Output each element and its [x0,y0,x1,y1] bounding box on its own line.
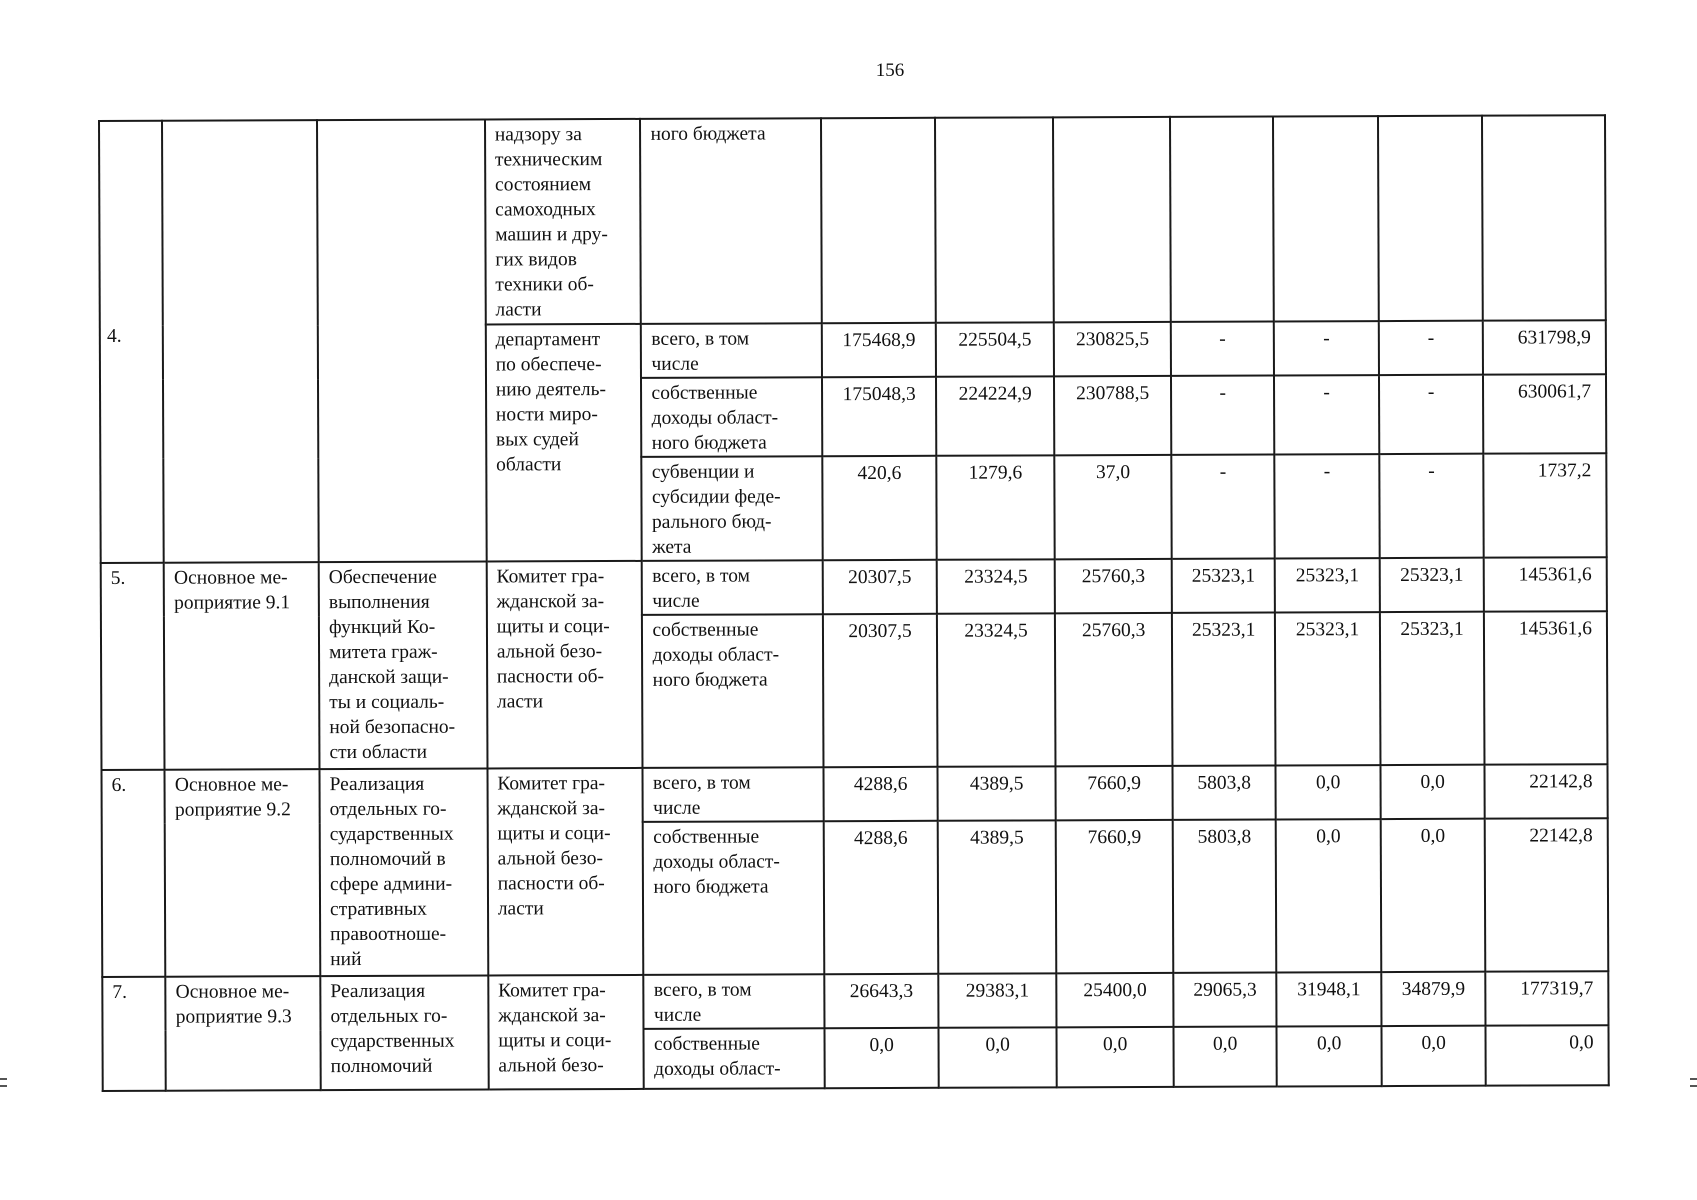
source-cell: субвенции и субсидии феде- рального бюд- жета [642,456,823,561]
value-cell: 175048,3 [822,377,936,456]
total-cell: 177319,7 [1486,971,1609,1025]
table-row [101,557,1607,617]
value-cell: 31948,1 [1277,972,1382,1026]
value-cell: 175468,9 [822,323,936,377]
value-cell: 25323,1 [1380,612,1485,765]
value-cell: 25323,1 [1275,612,1380,765]
event-cell: Основное ме- роприятие 9.2 [165,769,321,977]
value-cell: 26643,3 [825,974,939,1028]
total-cell: 145361,6 [1484,611,1607,764]
value-cell: - [1275,454,1380,558]
value-cell [1170,116,1274,321]
value-cell: 7660,9 [1056,766,1173,820]
margin-mark [0,1085,7,1087]
value-cell: 4389,5 [938,820,1057,973]
name-cell [317,120,486,563]
margin-mark [1690,1085,1697,1087]
table-row [101,764,1607,824]
source-cell: собственные доходы област- ного бюджета [641,377,822,457]
value-cell [1378,116,1483,321]
source-cell: всего, в том числе [641,323,822,378]
value-cell: 20307,5 [823,614,937,767]
value-cell [1053,117,1170,322]
value-cell: - [1171,321,1275,375]
value-cell: 25323,1 [1172,612,1276,765]
value-cell: 1279,6 [936,455,1055,559]
value-cell: 0,0 [1277,1026,1382,1086]
value-cell: 4288,6 [824,767,938,821]
row-number-label: 4. [107,326,122,347]
name-cell: Обеспечение выполнения функций Ко- митета граж- данской защи- ты и социаль- ной безопасно- сти области [319,562,488,770]
executor-cell: департамент по обеспече- нию деятель- ности миро- вых судей области [486,324,643,562]
value-cell: 23324,5 [937,559,1056,613]
value-cell: 0,0 [825,1028,939,1088]
event-cell: Основное ме- роприятие 9.3 [166,976,321,1091]
value-cell: 0,0 [1276,819,1381,972]
executor-cell: Комитет гра- жданской за- щиты и соци- альной безо- пасности об- ласти [486,561,643,769]
value-cell: 5803,8 [1173,819,1277,972]
row-number-cell: 7. [102,977,166,1091]
total-cell: 630061,7 [1483,374,1606,453]
executor-cell: Комитет гра- жданской за- щиты и соци- альной безо- пасности об- ласти [487,768,644,976]
value-cell: 0,0 [1381,819,1486,972]
value-cell: - [1171,454,1275,558]
source-cell: собственные доходы област- [644,1028,825,1089]
value-cell: - [1379,454,1484,558]
event-cell [162,120,318,563]
value-cell: 0,0 [1276,765,1381,819]
value-cell: 20307,5 [823,560,937,614]
value-cell: 224224,9 [936,376,1055,455]
total-cell: 0,0 [1486,1025,1609,1085]
value-cell: 25323,1 [1172,558,1276,612]
name-cell: Реализация отдельных го- сударственных полномочий [320,976,488,1091]
source-cell: собственные доходы област- ного бюджета [642,614,823,768]
row-number-cell: 6. [101,770,165,977]
total-cell: 22142,8 [1485,818,1608,971]
margin-mark [0,1078,7,1080]
value-cell: 29383,1 [938,973,1057,1027]
source-cell: собственные доходы област- ного бюджета [643,821,824,975]
total-cell: 1737,2 [1484,453,1607,557]
value-cell: 0,0 [1057,1027,1174,1087]
event-cell: Основное ме- роприятие 9.1 [164,562,320,770]
value-cell: 0,0 [938,1027,1057,1087]
margin-mark [1690,1078,1697,1080]
value-cell: 34879,9 [1381,972,1486,1026]
value-cell: 4288,6 [824,821,938,974]
source-cell: всего, в том числе [642,560,823,615]
value-cell: - [1171,375,1275,454]
value-cell: 25323,1 [1275,558,1380,612]
value-cell: 7660,9 [1056,820,1173,973]
total-cell: 145361,6 [1484,557,1607,611]
value-cell: 23324,5 [937,613,1056,766]
value-cell [821,118,935,323]
table-row [102,971,1608,1031]
value-cell: 0,0 [1381,1026,1486,1086]
value-cell: 230788,5 [1054,376,1171,455]
value-cell: 25760,3 [1055,613,1172,766]
table-row [99,115,1606,326]
budget-table [98,114,1610,1092]
value-cell: 37,0 [1055,455,1172,559]
value-cell: 4389,5 [937,766,1056,820]
value-cell [1273,116,1378,321]
name-cell: Реализация отдельных го- сударственных полномочий в сфере админи- стративных правоотноше- ний [319,769,488,977]
value-cell: 0,0 [1380,765,1485,819]
value-cell: 230825,5 [1054,322,1171,376]
value-cell: 0,0 [1173,1026,1277,1086]
executor-cell: Комитет гра- жданской за- щиты и соци- альной безо- [488,975,644,1090]
value-cell: 225504,5 [936,322,1055,376]
value-cell: 5803,8 [1172,765,1276,819]
value-cell: 420,6 [823,456,937,560]
total-cell: 631798,9 [1483,320,1606,374]
value-cell: 25400,0 [1057,973,1174,1027]
value-cell: 25323,1 [1380,558,1485,612]
source-cell: всего, в том числе [644,974,825,1029]
value-cell: - [1379,321,1484,375]
value-cell [935,117,1054,322]
value-cell: - [1274,321,1379,375]
value-cell: 29065,3 [1173,972,1277,1026]
executor-cell: надзору за техническим состоянием самоходных машин и дру- гих видов техники об- ласти [485,119,642,325]
value-cell: - [1379,375,1484,454]
table-container [98,114,1610,1090]
source-cell: всего, в том числе [643,767,824,822]
page-number: 156 [875,60,905,81]
total-cell: 22142,8 [1485,764,1608,818]
row-number-cell: 5. [101,563,165,770]
total-cell [1482,115,1605,320]
source-cell: ного бюджета [640,118,822,324]
value-cell: - [1274,375,1379,454]
value-cell: 25760,3 [1055,559,1172,613]
